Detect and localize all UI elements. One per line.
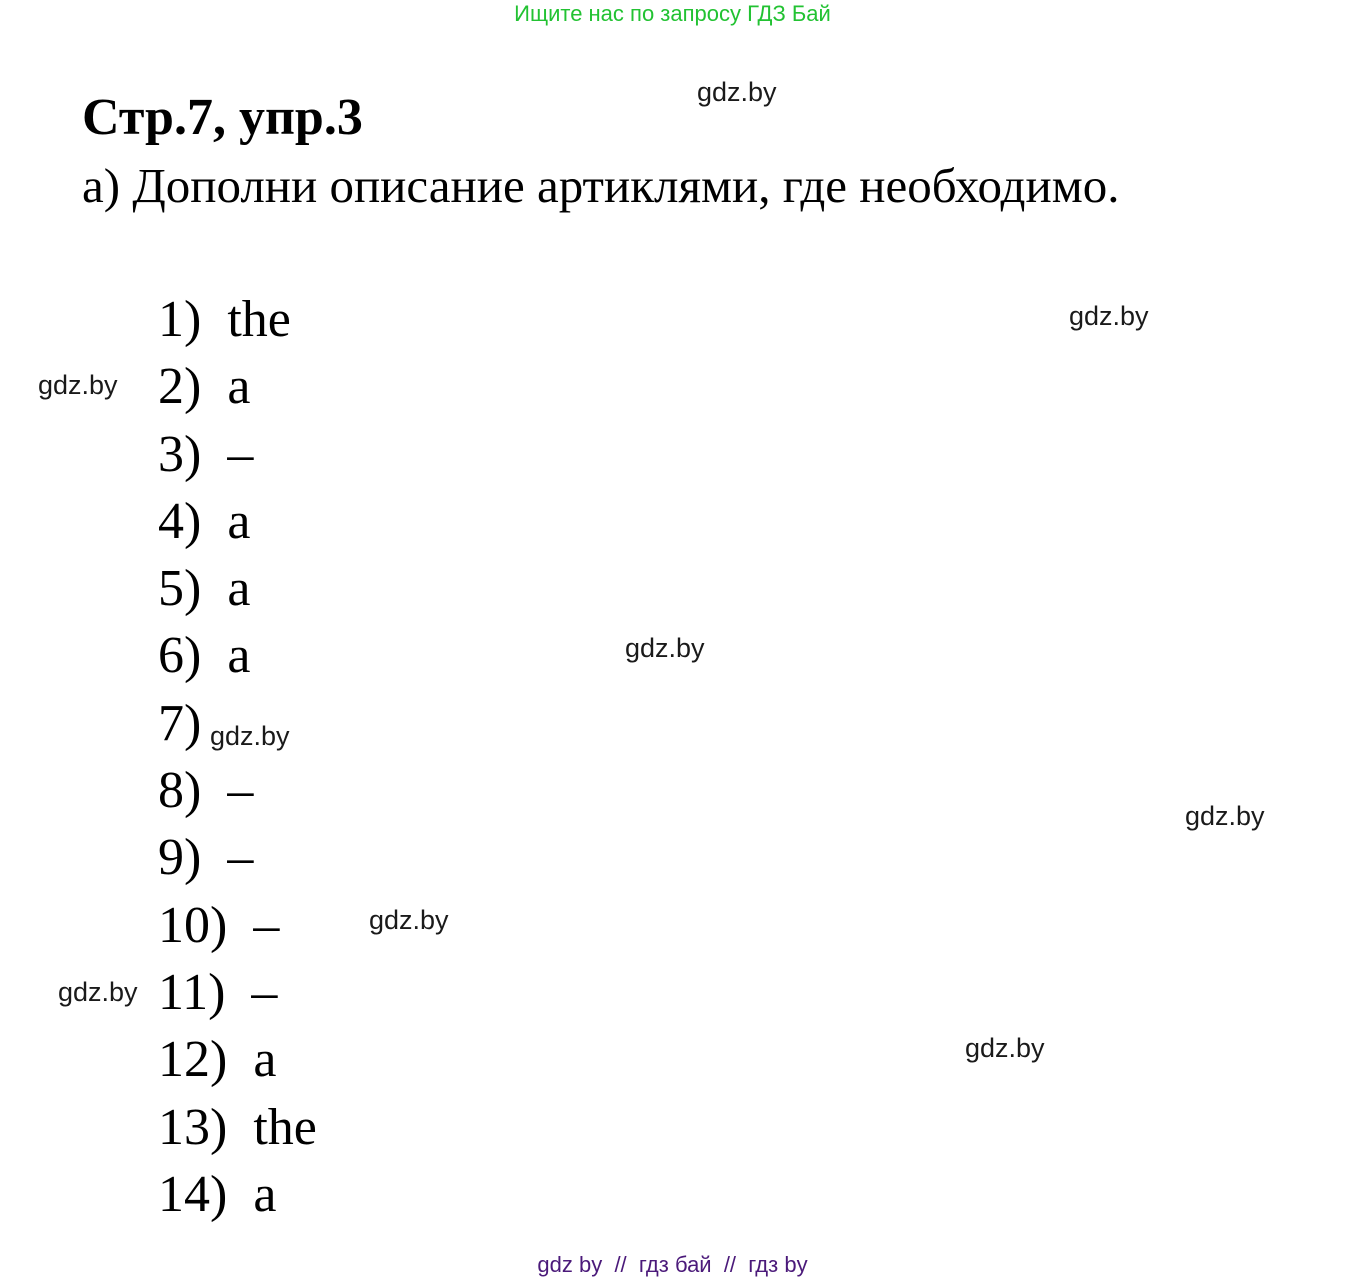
watermark: gdz.by <box>1069 301 1149 331</box>
answer-number: 7) <box>158 694 202 752</box>
page-title: Стр.7, упр.3 <box>82 89 363 146</box>
watermark: gdz.by <box>625 633 705 663</box>
answer-value: – <box>253 896 280 954</box>
answer-number: 2) <box>158 358 202 416</box>
answer-number: 3) <box>158 425 202 483</box>
answer-item <box>158 1026 317 1093</box>
answer-item <box>158 421 317 488</box>
answer-value: a <box>227 560 251 618</box>
answer-value: – <box>227 762 254 820</box>
watermark: gdz.by <box>965 1033 1045 1063</box>
answer-item <box>158 1094 317 1161</box>
answer-value: the <box>253 1098 317 1156</box>
answer-item <box>158 353 317 420</box>
answer-value: a <box>253 1165 277 1223</box>
footer-links: gdz by // гдз бай // гдз by <box>537 1252 808 1277</box>
answer-item <box>158 1161 317 1228</box>
watermark: gdz.by <box>697 77 777 107</box>
answer-value: a <box>227 358 251 416</box>
watermark: gdz.by <box>1185 801 1265 831</box>
watermark: gdz.by <box>38 370 118 400</box>
answer-number: 5) <box>158 560 202 618</box>
answer-number: 8) <box>158 762 202 820</box>
exercise-instruction: а) Дополни описание артиклями, где необходимо. <box>82 158 1120 213</box>
watermark: gdz.by <box>369 905 449 935</box>
answer-number: 14) <box>158 1165 228 1223</box>
answer-item <box>158 488 317 555</box>
answer-number: 4) <box>158 492 202 550</box>
answer-number: 11) <box>158 963 226 1021</box>
answer-item <box>158 622 317 689</box>
answer-number: 6) <box>158 627 202 685</box>
answer-item <box>158 286 317 353</box>
answer-item <box>158 959 317 1026</box>
answer-number: 13) <box>158 1098 228 1156</box>
answer-number: 12) <box>158 1031 228 1089</box>
answer-value: – <box>227 425 254 483</box>
answer-value: a <box>227 627 251 685</box>
watermark: gdz.by <box>58 977 138 1007</box>
answer-list <box>158 286 317 1228</box>
answer-number: 9) <box>158 829 202 887</box>
watermark: gdz.by <box>210 721 290 751</box>
answer-number: 10) <box>158 896 228 954</box>
search-banner: Ищите нас по запросу ГДЗ Бай <box>514 1 831 26</box>
answer-value: a <box>253 1031 277 1089</box>
answer-item <box>158 555 317 622</box>
answer-value: – <box>227 829 254 887</box>
answer-item <box>158 892 317 959</box>
answer-value: – <box>251 963 278 1021</box>
answer-number: 1) <box>158 291 202 348</box>
answer-item <box>158 757 317 824</box>
answer-value: the <box>227 291 291 348</box>
answer-item <box>158 824 317 891</box>
answer-value: a <box>227 492 251 550</box>
